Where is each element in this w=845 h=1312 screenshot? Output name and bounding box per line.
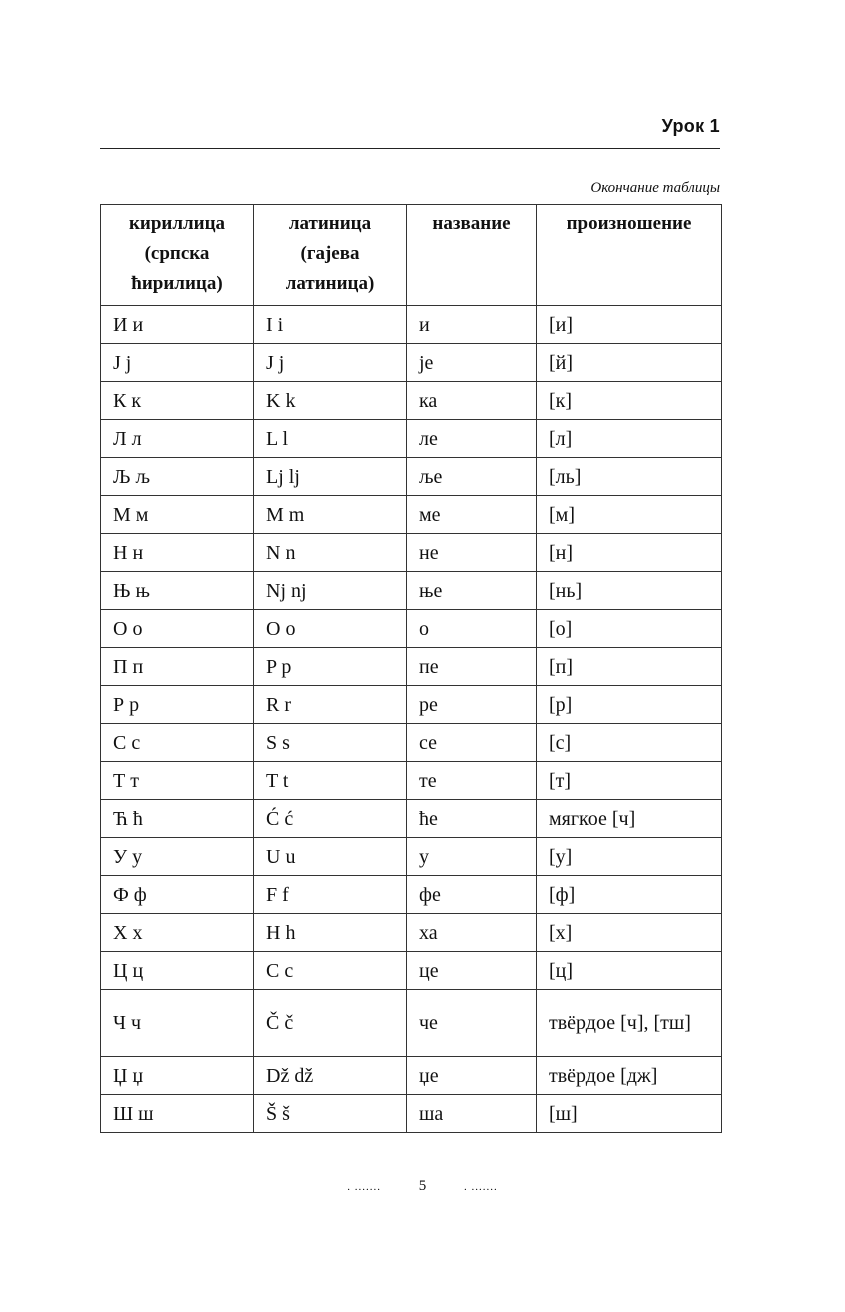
cell-pronunciation: [ф] [537,876,722,914]
cell-latin: T t [254,762,407,800]
table-row [101,952,722,990]
cell-pronunciation: твёрдое [дж] [537,1057,722,1095]
cell-cyrillic: Ц ц [101,952,254,990]
table-caption: Окончание таблицы [590,180,720,196]
cell-name: и [407,306,537,344]
cell-pronunciation: [л] [537,420,722,458]
cell-name: че [407,990,537,1057]
table-row [101,344,722,382]
table-row [101,572,722,610]
cell-name: џе [407,1057,537,1095]
cell-latin: K k [254,382,407,420]
table-row [101,534,722,572]
cell-latin: U u [254,838,407,876]
cell-pronunciation: [и] [537,306,722,344]
cell-name: пе [407,648,537,686]
cell-name: ле [407,420,537,458]
footer-ornament-left: . ....... [347,1180,381,1193]
table-row [101,762,722,800]
table-row [101,876,722,914]
cell-cyrillic: J j [101,344,254,382]
cell-latin: Lj lj [254,458,407,496]
cell-latin: Nj nj [254,572,407,610]
table-row [101,914,722,952]
cell-name: ме [407,496,537,534]
cell-cyrillic: Љ љ [101,458,254,496]
cell-latin: R r [254,686,407,724]
cell-name: ље [407,458,537,496]
cell-name: ње [407,572,537,610]
cell-latin: Č č [254,990,407,1057]
running-head: Урок 1 [661,116,720,136]
cell-cyrillic: Ч ч [101,990,254,1057]
cell-latin: C c [254,952,407,990]
cell-cyrillic: Џ џ [101,1057,254,1095]
cell-name: о [407,610,537,648]
cell-pronunciation: [й] [537,344,722,382]
cell-latin: F f [254,876,407,914]
header-pronunciation: произношение [537,205,722,306]
header-latin: латиница (гајева латиница) [254,205,407,306]
cell-cyrillic: Ф ф [101,876,254,914]
table-row [101,496,722,534]
cell-pronunciation: [х] [537,914,722,952]
cell-pronunciation: [ль] [537,458,722,496]
cell-name: це [407,952,537,990]
cell-latin: Š š [254,1095,407,1133]
cell-cyrillic: П п [101,648,254,686]
cell-latin: Dž dž [254,1057,407,1095]
cell-name: ће [407,800,537,838]
cell-latin: N n [254,534,407,572]
cell-pronunciation: [ш] [537,1095,722,1133]
table-row [101,306,722,344]
cell-pronunciation: [н] [537,534,722,572]
cell-cyrillic: К к [101,382,254,420]
cell-latin: M m [254,496,407,534]
cell-name: се [407,724,537,762]
cell-pronunciation: [о] [537,610,722,648]
table-row [101,1095,722,1133]
table-row [101,648,722,686]
table-row [101,800,722,838]
cell-latin: S s [254,724,407,762]
cell-latin: O o [254,610,407,648]
table-row [101,420,722,458]
cell-name: ка [407,382,537,420]
cell-pronunciation: [ц] [537,952,722,990]
cell-cyrillic: Н н [101,534,254,572]
table-row [101,686,722,724]
cell-latin: I i [254,306,407,344]
cell-pronunciation: [п] [537,648,722,686]
cell-cyrillic: И и [101,306,254,344]
table-row [101,458,722,496]
cell-name: те [407,762,537,800]
cell-pronunciation: [с] [537,724,722,762]
table-row [101,838,722,876]
cell-pronunciation: [р] [537,686,722,724]
cell-latin: Ć ć [254,800,407,838]
table-header-row [101,205,722,306]
cell-name: ша [407,1095,537,1133]
cell-cyrillic: Х х [101,914,254,952]
page-number: 5 [418,1178,427,1195]
cell-cyrillic: М м [101,496,254,534]
cell-pronunciation: [т] [537,762,722,800]
table-row [101,382,722,420]
header-cyrillic: кириллица (српска ћирилица) [101,205,254,306]
cell-pronunciation: [нь] [537,572,722,610]
page-footer [0,1178,845,1195]
table-row [101,990,722,1057]
cell-cyrillic: Ш ш [101,1095,254,1133]
cell-name: je [407,344,537,382]
cell-latin: H h [254,914,407,952]
cell-cyrillic: Њ њ [101,572,254,610]
cell-name: ха [407,914,537,952]
cell-pronunciation: [к] [537,382,722,420]
cell-latin: L l [254,420,407,458]
table-row [101,610,722,648]
cell-latin: P p [254,648,407,686]
footer-ornament-right: . ....... [464,1180,498,1193]
cell-name: ре [407,686,537,724]
header-rule [100,148,720,149]
cell-name: не [407,534,537,572]
cell-pronunciation: твёрдое [ч], [тш] [537,990,722,1057]
cell-latin: J j [254,344,407,382]
cell-cyrillic: С с [101,724,254,762]
cell-pronunciation: мягкое [ч] [537,800,722,838]
cell-cyrillic: О о [101,610,254,648]
table-row [101,1057,722,1095]
table-row [101,724,722,762]
alphabet-table [100,204,722,1133]
header-name: название [407,205,537,306]
cell-cyrillic: Т т [101,762,254,800]
cell-cyrillic: Ћ ћ [101,800,254,838]
cell-cyrillic: У у [101,838,254,876]
cell-name: фе [407,876,537,914]
cell-pronunciation: [м] [537,496,722,534]
cell-cyrillic: Л л [101,420,254,458]
cell-pronunciation: [у] [537,838,722,876]
cell-name: у [407,838,537,876]
cell-cyrillic: Р р [101,686,254,724]
